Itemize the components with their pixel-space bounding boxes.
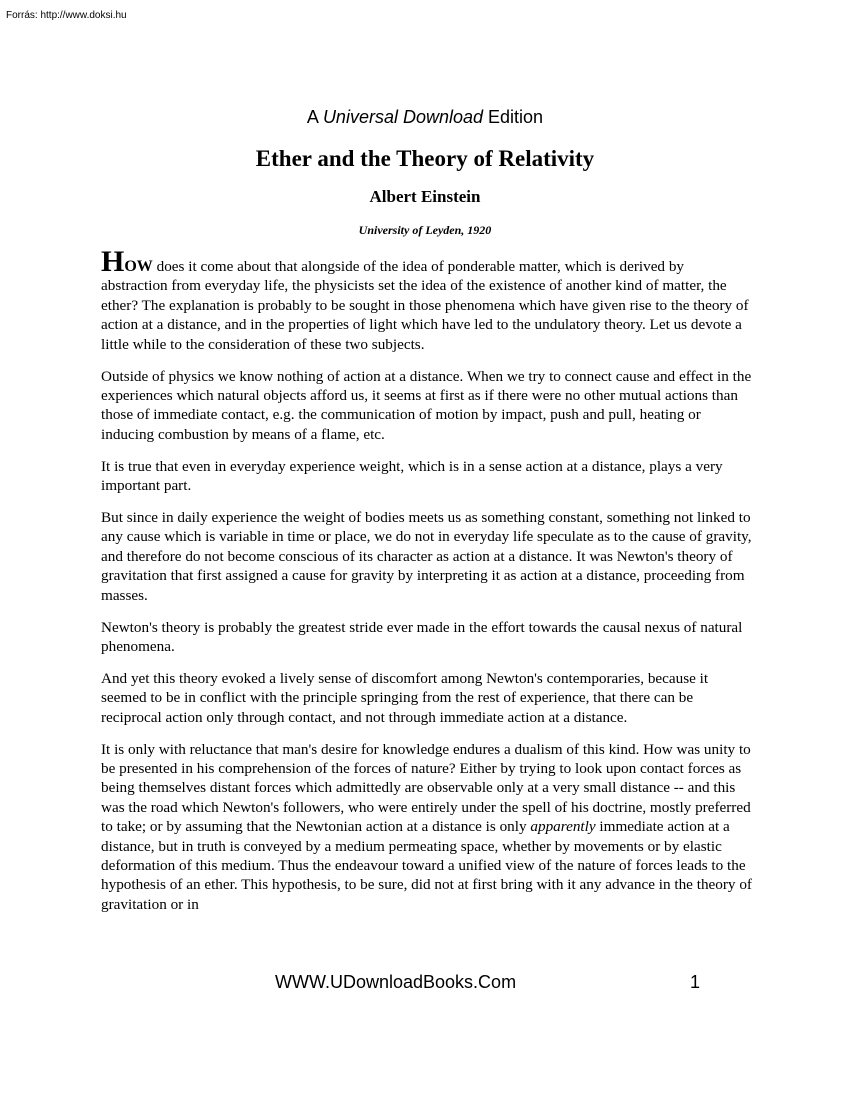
page-number: 1 xyxy=(690,972,701,992)
article-body xyxy=(101,245,754,927)
paragraph-5: Newton's theory is probably the greatest stride ever made in the effort towards the causal nexus of natural phenomena. xyxy=(101,618,743,655)
drop-cap-rest: OW xyxy=(124,258,153,275)
paragraph-7-emphasis: apparently xyxy=(530,818,596,836)
paragraph-7-text-a: It is only with reluctance that man's desire for knowledge endures a dualism of this kind. How was unity to be presented in his comprehension of the forces of nature? Either by trying to look upon contact forces as being themselves distant forces which admittedly are observable only at a very small distance -- and this was the road which Newton's followers, who were entirely under the spell of his doctrine, mostly preferred to take; or by assuming that the Newtonian action at a distance is only xyxy=(101,740,751,836)
paragraph-3: It is true that even in everyday experience weight, which is in a sense action at a distance, plays a very important part. xyxy=(101,457,723,495)
paragraph-6: And yet this theory evoked a lively sense of discomfort among Newton's contemporaries, because it seemed to be in conflict with the principle springing from the rest of experience, that there can be reciprocal action only through contact, and not through immediate action at a distance. xyxy=(101,669,709,726)
document-title: Ether and the Theory of Relativity xyxy=(255,146,595,171)
edition-prefix: A xyxy=(306,107,323,127)
paragraph-7 xyxy=(101,740,754,915)
author-name: Albert Einstein xyxy=(369,187,481,206)
paragraph-4: But since in daily experience the weight of bodies meets us as something constant, something not linked to any cause which is variable in time or place, we do not in everyday life speculate as to the cause of gravity, and therefore do not become conscious of its character as action at a distance. It was Newton's theory of gravitation that first assigned a cause for gravity by interpreting it as action at a distance, proceeding from masses. xyxy=(101,508,752,604)
edition-brand: Universal Download xyxy=(322,107,484,127)
paragraph-1-text: does it come about that alongside of the idea of ponderable matter, which is derived by abstraction from everyday life, the physicists set the idea of the existence of another kind of matter, the ether? The explanation is probably to be sought in those phenomena which have given rise to the theory of action at a distance, and in the properties of light which have led to the undulatory theory. Let us devote a little while to the consideration of these two subjects. xyxy=(101,258,749,353)
paragraph-1 xyxy=(101,245,754,354)
paragraph-7-text-b: immediate action at a distance, but in truth is conveyed by a medium permeating space, whether by movements or by elastic deformation of this medium. Thus the endeavour toward a unified view of the nature of forces leads to the hypothesis of an ether. This hypothesis, to be sure, did not at first bring with it any advance in the theory of gravitation or in xyxy=(101,818,752,913)
edition-line xyxy=(0,107,850,128)
affiliation: University of Leyden, 1920 xyxy=(358,223,492,237)
footer-site: WWW.UDownloadBooks.Com xyxy=(275,972,517,992)
paragraph-2: Outside of physics we know nothing of action at a distance. When we try to connect cause and effect in the experiences which natural objects afford us, it seems at first as if there were no other mutual actions than those of immediate contact, e.g. the communication of motion by impact, push and pull, heating or inducing combustion by means of a flame, etc. xyxy=(101,367,752,443)
source-note: Forrás: http://www.doksi.hu xyxy=(6,10,127,21)
drop-cap: H xyxy=(101,245,125,278)
edition-suffix: Edition xyxy=(483,107,544,127)
